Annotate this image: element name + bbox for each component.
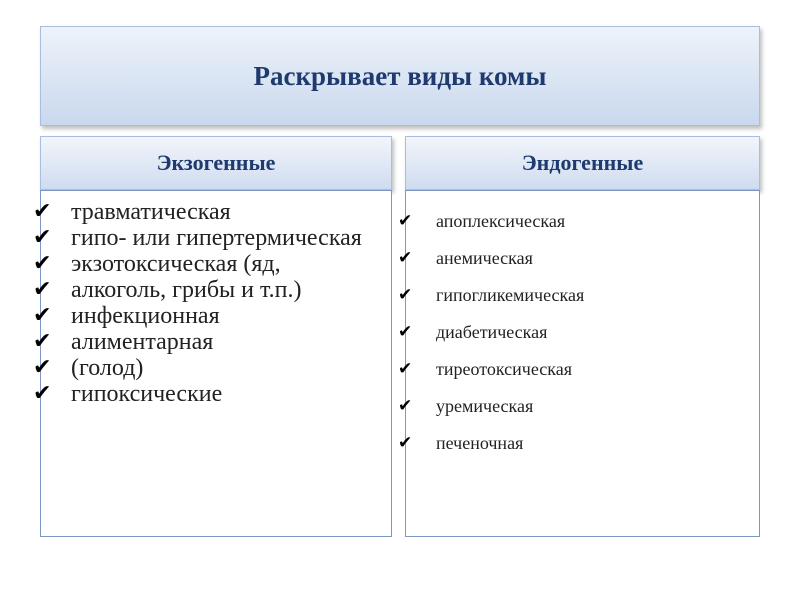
checkmark-icon: ✔ [398,211,413,231]
list-item: ✔ гипоксические [33,381,223,407]
list-item: ✔ тиреотоксическая [398,351,759,388]
checkmark-icon: ✔ [398,248,413,268]
list-item: ✔ печеночная [398,425,759,462]
checkmark-icon: ✔ [33,251,52,276]
checkmark-icon: ✔ [33,329,52,354]
checkmark-icon: ✔ [33,199,52,224]
list-item: ✔ апоплексическая [398,203,759,240]
checkmark-icon: ✔ [33,381,52,406]
checkmark-icon: ✔ [33,225,52,250]
checkmark-icon: ✔ [398,322,413,342]
list-item: ✔ гипогликемическая [398,277,759,314]
header-endogenous-label: Эндогенные [521,150,644,175]
list-item: ✔ гипо- или гипертермическая [33,225,362,251]
checkmark-icon: ✔ [33,277,52,302]
list-endogenous [398,190,760,537]
checkmark-icon: ✔ [398,396,413,416]
header-endogenous [405,136,760,190]
list-exogenous [33,190,392,537]
list-item: ✔ алкоголь, грибы и т.п.) [33,277,302,303]
list-item: ✔ диабетическая [398,314,759,351]
title-box [40,26,760,126]
list-item: ✔ (голод) [33,355,144,381]
list-item: ✔ алиментарная [33,329,214,355]
header-exogenous [40,136,392,190]
checkmark-icon: ✔ [398,359,413,379]
checkmark-icon: ✔ [33,303,52,328]
list-item: ✔ экзотоксическая (яд, [33,251,281,277]
checkmark-icon: ✔ [33,355,52,380]
list-item: ✔ анемическая [398,240,759,277]
header-exogenous-label: Экзогенные [156,150,276,175]
list-item: ✔ инфекционная [33,303,220,329]
list-item: ✔ травматическая [33,199,231,225]
list-item: ✔ уремическая [398,388,759,425]
checkmark-icon: ✔ [398,433,413,453]
checkmark-icon: ✔ [398,285,413,305]
page-title: Раскрывает виды комы [253,60,547,91]
